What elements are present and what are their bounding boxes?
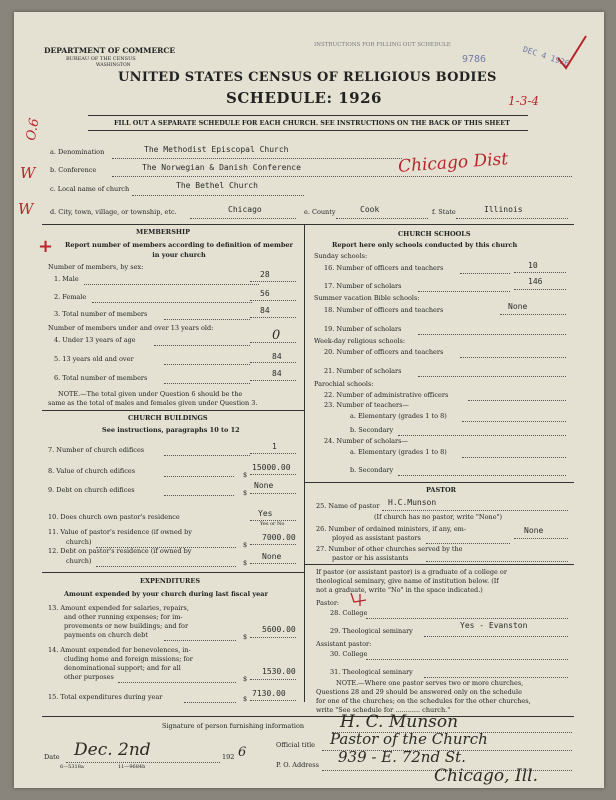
weekday-schools-label: Week-day religious schools: — [314, 337, 406, 345]
pastor-heading: PASTOR — [426, 486, 457, 494]
q12-dollar: $ — [243, 559, 248, 567]
expenditures-heading: EXPENDITURES — [140, 577, 201, 585]
margin-mark-1: O.6 — [23, 117, 43, 142]
church-name-value: The Bethel Church — [176, 181, 258, 190]
schedule-title: SCHEDULE: 1926 — [226, 89, 382, 107]
church-name-label: c. Local name of church — [50, 185, 130, 193]
q14-value: 1530.00 — [262, 667, 296, 676]
official-title-label: Official title — [276, 741, 315, 749]
date-label: Date — [44, 753, 60, 761]
q23b-label: b. Secondary — [350, 426, 394, 434]
q14-label-line-3: denominational support; and for all — [64, 664, 181, 672]
q2-label: 2. Female — [54, 293, 87, 301]
q10-label: 10. Does church own pastor's residence — [48, 513, 180, 521]
q1-label: 1. Male — [54, 275, 79, 283]
q13-value: 5600.00 — [262, 625, 296, 634]
signature-value: H. C. Munson — [340, 712, 459, 732]
q11-label-line-2: church) — [66, 538, 92, 546]
state-value: Illinois — [484, 205, 523, 214]
q24-label: 24. Number of scholars— — [324, 437, 408, 445]
conference-label: b. Conference — [50, 166, 97, 174]
q7-label: 7. Number of church edifices — [48, 446, 145, 454]
q12-value: None — [262, 552, 282, 561]
membership-heading: MEMBERSHIP — [136, 228, 190, 236]
margin-mark-3: W — [18, 200, 34, 218]
date-value: Dec. 2nd — [74, 740, 151, 760]
q16-value: 10 — [528, 261, 538, 270]
q13-label-line-2: and other running expenses; for im- — [64, 613, 183, 621]
received-date-stamp: DEC 4 1926 — [521, 44, 571, 69]
yes-or-no-hint: Yes or No — [260, 521, 285, 527]
q3-value: 84 — [260, 306, 270, 315]
buildings-subheading: See instructions, paragraphs 10 to 12 — [102, 426, 240, 434]
graduate-instruction-2: theological seminary, give name of institution below. (If — [316, 577, 499, 585]
q29-label: 29. Theological seminary — [330, 627, 413, 635]
form-title: UNITED STATES CENSUS OF RELIGIOUS BODIES — [118, 70, 497, 85]
membership-note-line-2: same as the total of males and females given under Question 3. — [48, 399, 258, 407]
conference-value: The Norwegian & Danish Conference — [142, 163, 301, 172]
q13-dollar: $ — [243, 633, 248, 641]
county-value: Cook — [360, 205, 380, 214]
denomination-label: a. Denomination — [50, 148, 105, 156]
q13-label-line-1: 13. Amount expended for salaries, repairs, — [48, 604, 189, 612]
q25-value: H.C.Munson — [388, 498, 437, 507]
pastor-subheading: Pastor: — [316, 599, 340, 607]
q3-label: 3. Total number of members — [54, 310, 148, 318]
graduate-instruction-1: If pastor (or assistant pastor) is a graduate of a college or — [316, 568, 507, 576]
pastor-note-line-4: write "See schedule for ............ church." — [316, 706, 451, 714]
assistant-pastor-subheading: Assistant pastor: — [316, 640, 372, 648]
year-digit: 6 — [238, 745, 247, 760]
q14-dollar: $ — [243, 675, 248, 683]
q26-label-line-2: ployed as assistant pastors — [332, 534, 421, 542]
membership-note-line-1: NOTE.—The total given under Question 6 should be the — [58, 390, 243, 398]
q11-label-line-1: 11. Value of pastor's residence (if owned by — [48, 528, 192, 536]
q28-label: 28. College — [330, 609, 368, 617]
q15-value: 7130.00 — [252, 689, 286, 698]
pastor-note-line-2: Questions 28 and 29 should be answered only on the schedule — [316, 688, 522, 696]
q23-label: 23. Number of teachers— — [324, 401, 409, 409]
q25-label: 25. Name of pastor — [316, 502, 380, 510]
buildings-heading: CHURCH BUILDINGS — [128, 414, 208, 422]
q18-value: None — [508, 302, 528, 311]
official-title-value: Pastor of the Church — [330, 730, 488, 748]
city-label: d. City, town, village, or township, etc. — [50, 208, 177, 216]
q5-value: 84 — [272, 352, 282, 361]
schools-heading: CHURCH SCHOOLS — [398, 230, 471, 238]
census-schedule-form — [14, 12, 604, 788]
q17-value: 146 — [528, 277, 543, 286]
q24a-label: a. Elementary (grades 1 to 8) — [350, 448, 447, 456]
q14-label-line-4: other purposes — [64, 673, 114, 681]
red-check-icon — [348, 590, 370, 608]
q13-label-line-3: provements or new buildings; and for — [64, 622, 189, 630]
state-label: f. State — [432, 208, 456, 216]
q19-label: 19. Number of scholars — [324, 325, 402, 333]
q14-label-line-1: 14. Amount expended for benevolences, in- — [48, 646, 191, 654]
signature-label: Signature of person furnishing information — [162, 722, 305, 730]
q4-value: 0 — [272, 328, 281, 343]
graduate-instruction-3: not a graduate, write "No" in the space indicated.) — [316, 586, 483, 594]
faint-heading: INSTRUCTIONS FOR FILLING OUT SCHEDULE — [314, 42, 451, 48]
q26-value: None — [524, 526, 544, 535]
q6-label: 6. Total number of members — [54, 374, 148, 382]
q7-value: 1 — [272, 442, 277, 451]
q8-label: 8. Value of church edifices — [48, 467, 136, 475]
members-by-sex-label: Number of members, by sex: — [48, 263, 144, 271]
q17-label: 17. Number of scholars — [324, 282, 402, 290]
q2-value: 56 — [260, 289, 270, 298]
q31-label: 31. Theological seminary — [330, 668, 413, 676]
county-label: e. County — [304, 208, 336, 216]
city-value: Chicago — [228, 205, 262, 214]
address-label: P. O. Address — [276, 761, 319, 769]
q20-label: 20. Number of officers and teachers — [324, 348, 444, 356]
year-prefix: 192 — [222, 753, 235, 761]
q10-value: Yes — [258, 509, 273, 518]
bureau-name: BUREAU OF THE CENSUS — [66, 56, 136, 62]
members-by-age-label: Number of members under and over 13 years old: — [48, 324, 214, 332]
q9-label: 9. Debt on church edifices — [48, 486, 135, 494]
q16-label: 16. Number of officers and teachers — [324, 264, 444, 272]
pastor-note-line-3: for one of the churches; on the schedules for the other churches, — [316, 697, 531, 705]
q24b-label: b. Secondary — [350, 466, 394, 474]
q8-dollar: $ — [243, 471, 248, 479]
q23a-label: a. Elementary (grades 1 to 8) — [350, 412, 447, 420]
q8-value: 15000.00 — [252, 463, 291, 472]
q9-dollar: $ — [243, 489, 248, 497]
q12-label-line-2: church) — [66, 557, 92, 565]
q18-label: 18. Number of officers and teachers — [324, 306, 444, 314]
summer-schools-label: Summer vacation Bible schools: — [314, 294, 420, 302]
q11-value: 7000.00 — [262, 533, 296, 542]
address-city: Chicago, Ill. — [434, 766, 538, 786]
parochial-schools-label: Parochial schools: — [314, 380, 374, 388]
q27-label-line-1: 27. Number of other churches served by the — [316, 545, 463, 553]
q5-label: 5. 13 years old and over — [54, 355, 134, 363]
q21-label: 21. Number of scholars — [324, 367, 402, 375]
q14-label-line-2: cluding home and foreign missions; for — [64, 655, 193, 663]
q1-value: 28 — [260, 270, 270, 279]
q30-label: 30. College — [330, 650, 368, 658]
serial-number: 9786 — [462, 54, 487, 65]
q26-label-line-1: 26. Number of ordained ministers, if any, em- — [316, 525, 467, 533]
q6-value: 84 — [272, 369, 282, 378]
schools-intro: Report here only schools conducted by this church — [332, 241, 518, 249]
department-name: DEPARTMENT OF COMMERCE — [44, 46, 176, 55]
q9-value: None — [254, 481, 274, 490]
q12-label-line-1: 12. Debt on pastor's residence (if owned by — [48, 547, 192, 555]
margin-mark-2: W — [20, 164, 36, 182]
membership-intro: Report number of members according to definition of member in your church — [65, 241, 293, 259]
conference-handwritten-note: Chicago Dist — [397, 149, 509, 177]
q29-value: Yes - Evanston — [460, 621, 528, 630]
q15-dollar: $ — [243, 695, 248, 703]
denomination-value: The Methodist Episcopal Church — [144, 145, 289, 154]
red-plus-mark: + — [38, 236, 54, 257]
instructions-bar: FILL OUT A SEPARATE SCHEDULE FOR EACH CHURCH. SEE INSTRUCTIONS ON THE BACK OF THIS SHEET — [114, 119, 510, 127]
check-mark-icon — [554, 32, 590, 72]
q13-label-line-4: payments on church debt — [64, 631, 148, 639]
print-number: 11—9684b — [118, 764, 146, 770]
q4-label: 4. Under 13 years of age — [54, 336, 136, 344]
sunday-schools-label: Sunday schools: — [314, 252, 368, 260]
expenditures-subheading: Amount expended by your church during last fiscal year — [64, 590, 268, 598]
city-name: WASHINGTON — [96, 63, 131, 68]
form-number: 6—5318a — [60, 764, 84, 770]
address-value: 939 - E. 72nd St. — [338, 748, 466, 766]
q22-label: 22. Number of administrative officers — [324, 391, 449, 399]
q15-label: 15. Total expenditures during year — [48, 693, 163, 701]
q11-dollar: $ — [243, 541, 248, 549]
pastor-note-line-1: NOTE.—Where one pastor serves two or more churches, — [336, 679, 524, 687]
margin-note: 1-3-4 — [508, 94, 540, 108]
q25-hint: (If church has no pastor, write "None") — [374, 513, 503, 521]
q27-label-line-2: pastor or his assistants — [332, 554, 409, 562]
